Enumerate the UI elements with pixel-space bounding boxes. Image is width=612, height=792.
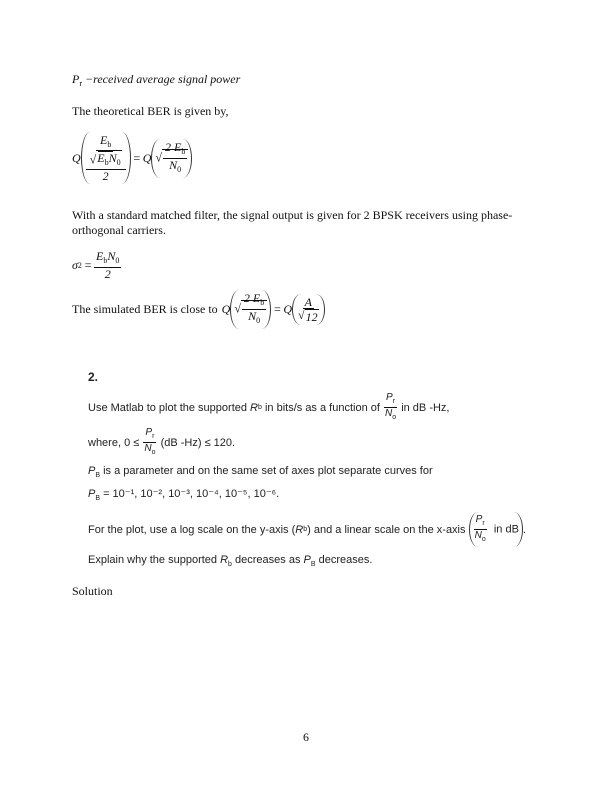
eq2-fraction: $\frac{E_bN_0}{2}$: [96, 249, 120, 281]
q-function: Q: [72, 150, 81, 165]
theoretical-ber-label: The theoretical BER is given by,: [72, 104, 229, 118]
sim-equals: =: [273, 302, 282, 316]
sim-fraction: $\frac{2 E_b}{N_0}$: [243, 291, 265, 325]
sim-q-argument-rhs: [292, 294, 325, 324]
question-line-2: where, 0 ≤ $\frac{P_r}{N_o}$ (dB -Hz) ≤ 120.: [88, 427, 236, 456]
sim-q-function: Q: [221, 302, 231, 316]
eq1-rhs-fraction: $\frac{2 E_b}{N_0}$: [165, 139, 186, 174]
q-argument: [81, 132, 131, 184]
eq1-outer-num: [86, 134, 126, 170]
question-line-1: Use Matlab to plot the supported R b in bits/s as a function of $\frac{P_r}{N_o}$ in dB -Hz,: [88, 392, 450, 421]
page-number: 6: [303, 730, 309, 744]
question-line-3: $P_B$ is a parameter and on the same set of axes plot separate curves for: [88, 465, 433, 479]
eq1-inner-fraction: [88, 134, 124, 169]
sigma-exponent: 2: [77, 260, 82, 270]
pr-text: −received average signal power: [85, 72, 241, 86]
sim-rhs-fraction: $\frac{A}{√12}$: [298, 295, 318, 324]
matched-filter-paragraph: With a standard matched filter, the signal output is given for 2 BPSK receivers using phase-orthogonal carriers.: [72, 208, 513, 237]
eq1-inner-den: $√E_bN_0$: [89, 151, 121, 167]
sim-q-argument: √ $\frac{2 E_b}{N_0}$: [230, 290, 271, 329]
theoretical-ber-equation: [72, 132, 192, 184]
question-line-6: Explain why the supported $R_b$ decreases as $P_B$ decreases.: [88, 554, 373, 568]
q-function-rhs: Q: [142, 150, 152, 165]
q-argument-rhs: √ $\frac{2 E_b}{N_0}$: [151, 139, 192, 178]
sim-q-function-rhs: Q: [283, 302, 293, 316]
simulated-ber-line: [72, 290, 325, 329]
question-2-block: [88, 370, 548, 572]
question-line-5: For the plot, use a log scale on the y-axis ( R b ) and a linear scale on the x-axis $\frac{P_r}{N_o}$ in dB .: [88, 512, 548, 547]
simulated-ber-text: The simulated BER is close to: [72, 302, 218, 316]
sigma-symbol: σ: [72, 257, 78, 272]
pr-definition: [72, 72, 240, 91]
pr-symbol: P: [72, 72, 80, 86]
eq1-outer-fraction: [86, 134, 126, 182]
eq1-equals: =: [132, 150, 141, 165]
solution-heading: Solution: [72, 584, 113, 598]
question-line-4: $P_B = 10^{-1}$, 10⁻², 10⁻³, 10⁻⁴, 10⁻⁵, 10⁻⁶.: [88, 488, 280, 502]
pr-subscript: r: [79, 79, 83, 88]
question-number: 2.: [88, 370, 99, 384]
eq2-equals: =: [83, 257, 93, 272]
eq1-inner-num: $E_b$: [98, 134, 113, 152]
pr-no-fraction: $\frac{P_r}{N_o}$: [384, 392, 397, 421]
sigma-equation: [72, 250, 121, 280]
eq1-outer-den: 2: [102, 169, 109, 183]
